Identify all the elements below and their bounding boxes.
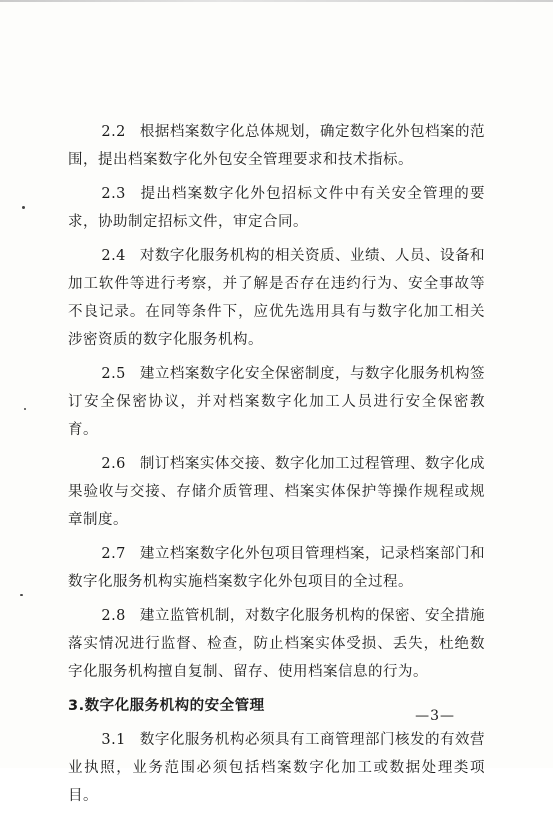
- clause-2-8: [68, 602, 485, 686]
- scan-speck: [24, 408, 26, 410]
- scan-edge: [0, 0, 553, 2]
- scan-speck: [20, 594, 23, 596]
- clause-text: 建立档案数字化外包项目管理档案，记录档案部门和数字化服务机构实施档案数字化外包项目的全过程。: [68, 546, 485, 590]
- clause-number: 2.6: [101, 456, 126, 472]
- clause-3-1: [68, 726, 485, 810]
- clause-number: 2.7: [101, 546, 126, 562]
- clause-text: 制订档案实体交接、数字化加工过程管理、数字化成果验收与交接、存储介质管理、档案实体保护等操作规程或规章制度。: [68, 456, 485, 528]
- clause-text: 建立档案数字化安全保密制度，与数字化服务机构签订安全保密协议，并对档案数字化加工人员进行安全保密教育。: [68, 366, 485, 438]
- clause-text: 提出档案数字化外包招标文件中有关安全管理的要求，协助制定招标文件，审定合同。: [68, 186, 485, 230]
- clause-number: 2.5: [101, 366, 126, 382]
- clause-text: 根据档案数字化总体规划，确定数字化外包档案的范围，提出档案数字化外包安全管理要求和技术指标。: [68, 124, 485, 168]
- clause-number: 2.8: [101, 608, 126, 624]
- clause-2-2: [68, 118, 485, 174]
- clause-number: 2.4: [101, 248, 126, 264]
- clause-text: 数字化服务机构必须具有工商管理部门核发的有效营业执照，业务范围必须包括档案数字化加工或数据处理类项目。: [68, 732, 485, 804]
- clause-2-5: [68, 360, 485, 444]
- clause-text: 建立监管机制，对数字化服务机构的保密、安全措施落实情况进行监督、检查，防止档案实体受损、丢失，杜绝数字化服务机构擅自复制、留存、使用档案信息的行为。: [68, 608, 485, 680]
- scan-speck: [22, 206, 25, 209]
- clause-text: 对数字化服务机构的相关资质、业绩、人员、设备和加工软件等进行考察，并了解是否存在违约行为、安全事故等不良记录。在同等条件下，应优先选用具有与数字化加工相关涉密资质的数字化服务机构。: [68, 248, 485, 348]
- clause-number: 2.3: [101, 186, 126, 202]
- section-3-heading: 3.数字化服务机构的安全管理: [68, 698, 265, 714]
- clause-2-3: [68, 180, 485, 236]
- clause-2-4: [68, 242, 485, 354]
- clause-2-6: [68, 450, 485, 534]
- clause-2-7: [68, 540, 485, 596]
- clause-number: 2.2: [101, 124, 126, 140]
- clause-number: 3.1: [101, 732, 126, 748]
- page-number: —3—: [415, 708, 455, 724]
